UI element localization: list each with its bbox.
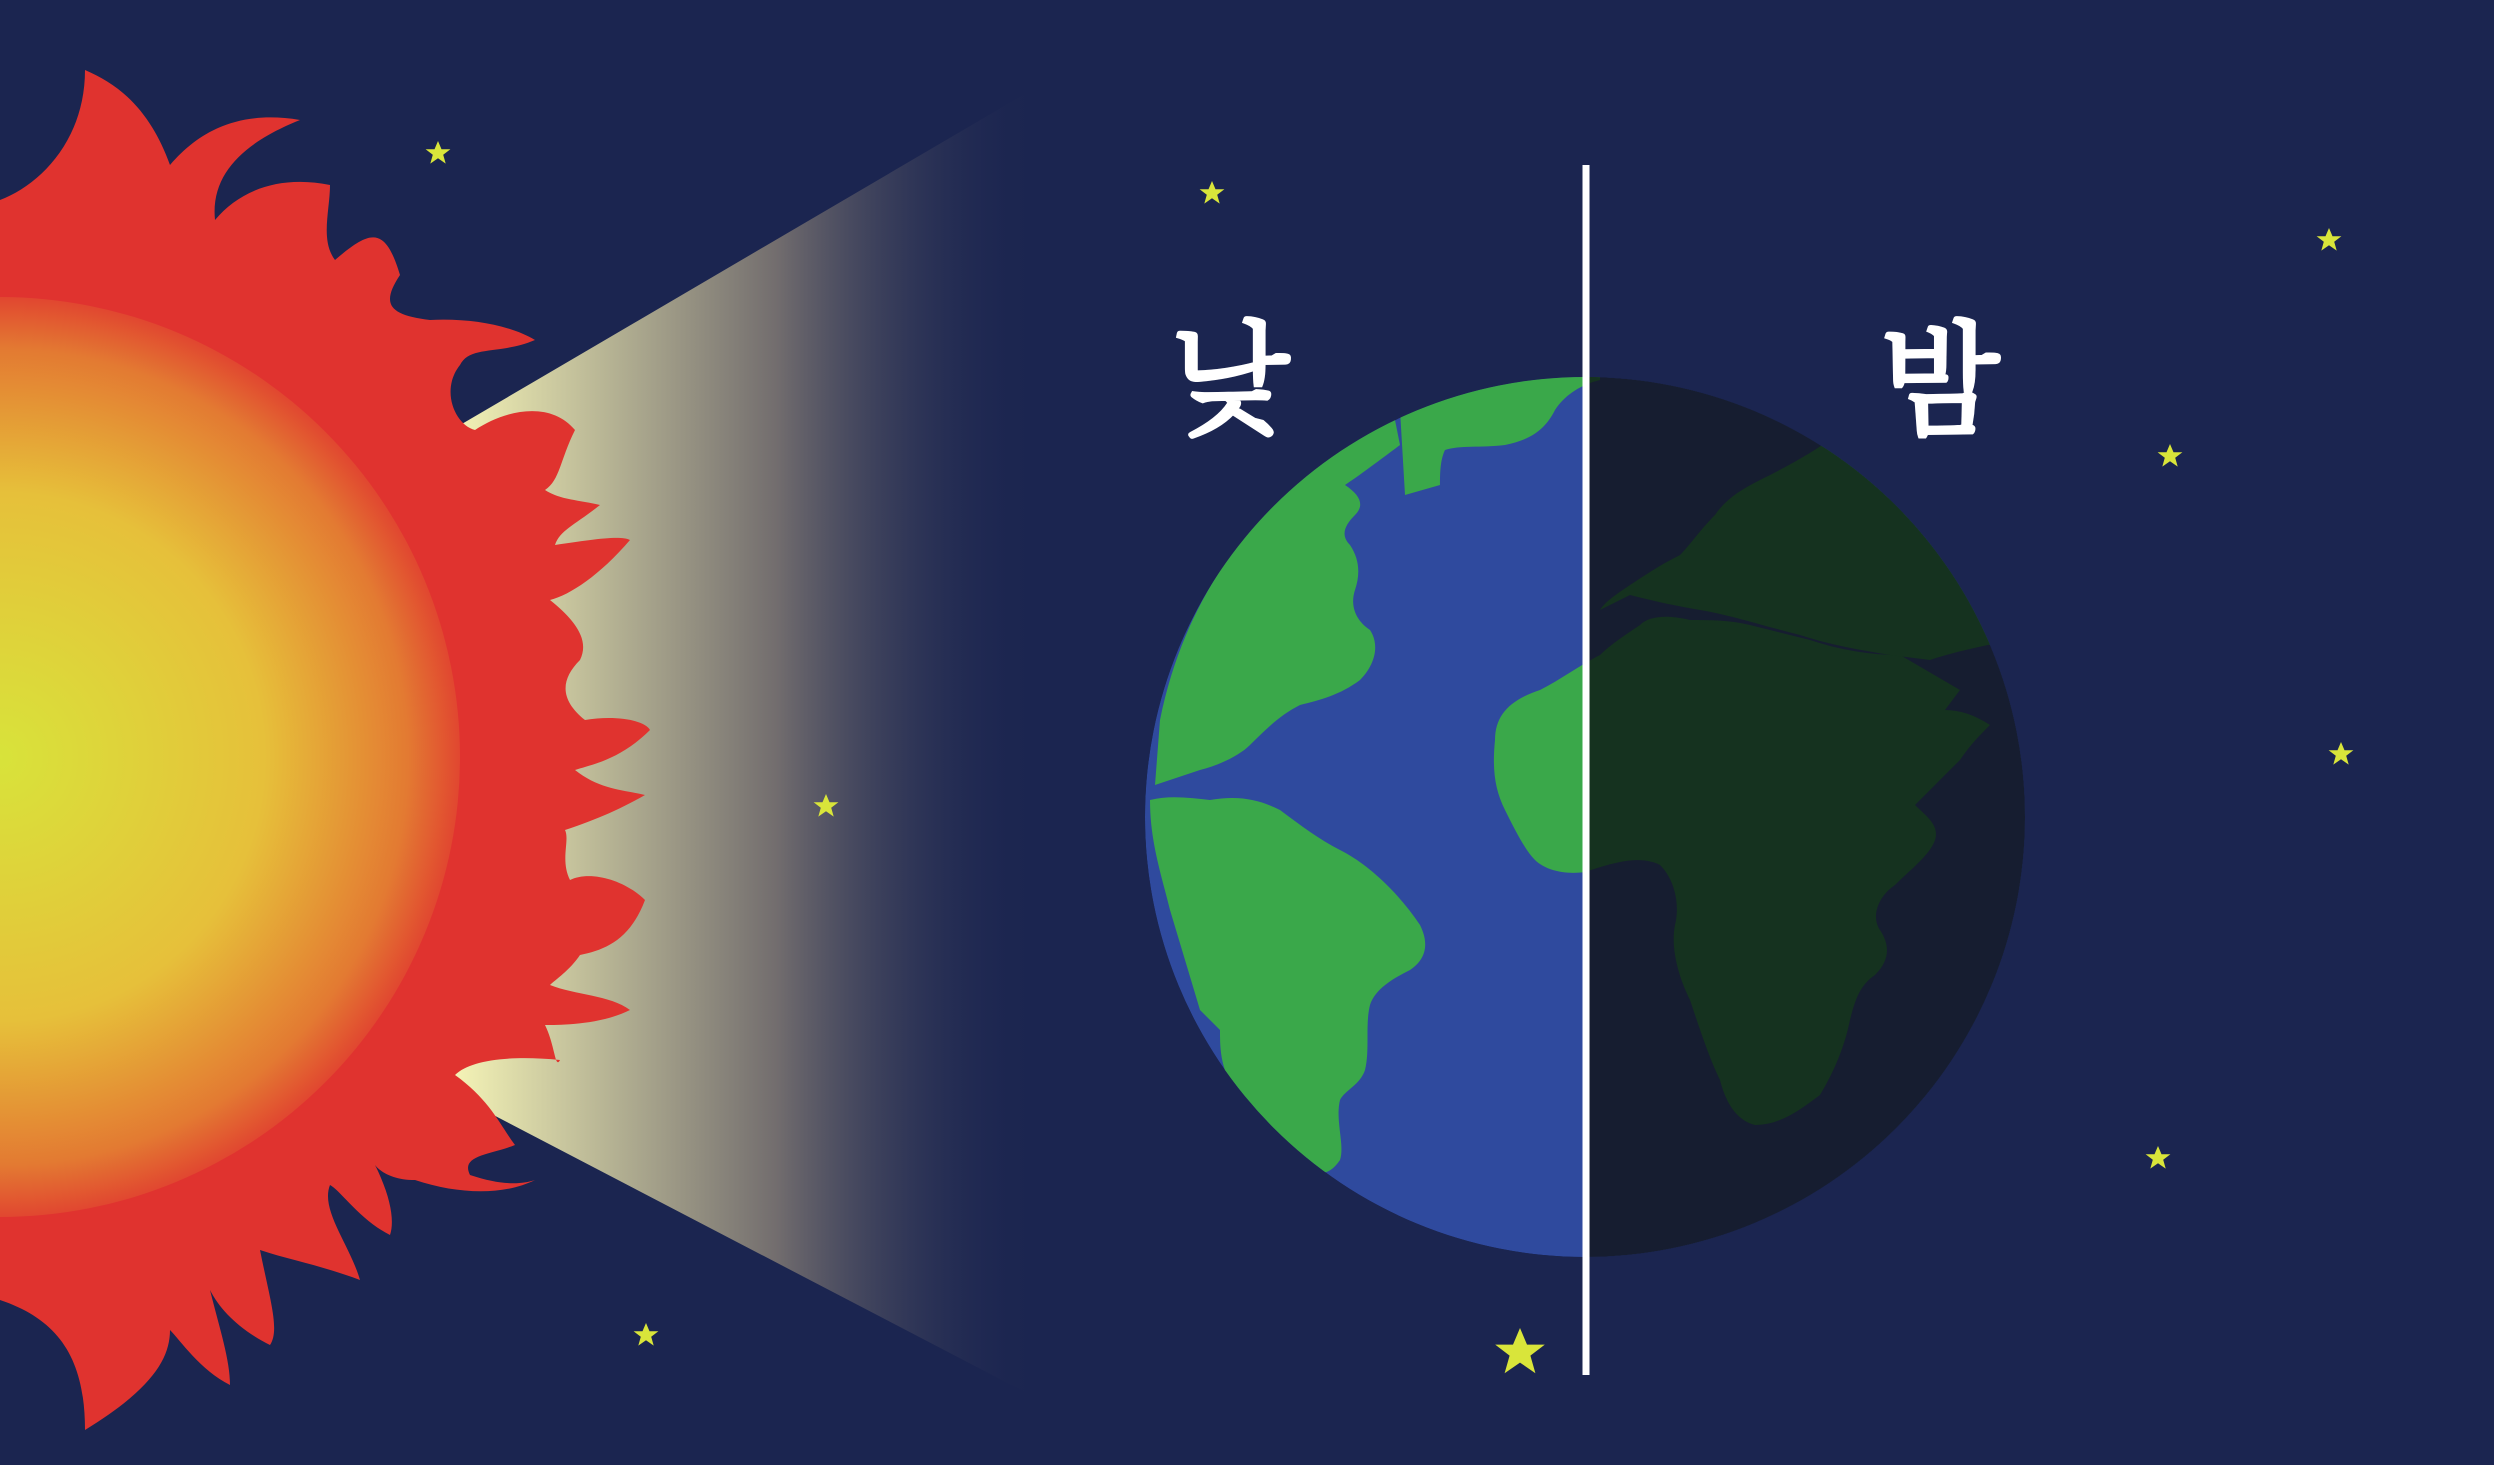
night-label: 밤 bbox=[1880, 310, 2000, 454]
day-label: 낮 bbox=[1170, 310, 1290, 454]
